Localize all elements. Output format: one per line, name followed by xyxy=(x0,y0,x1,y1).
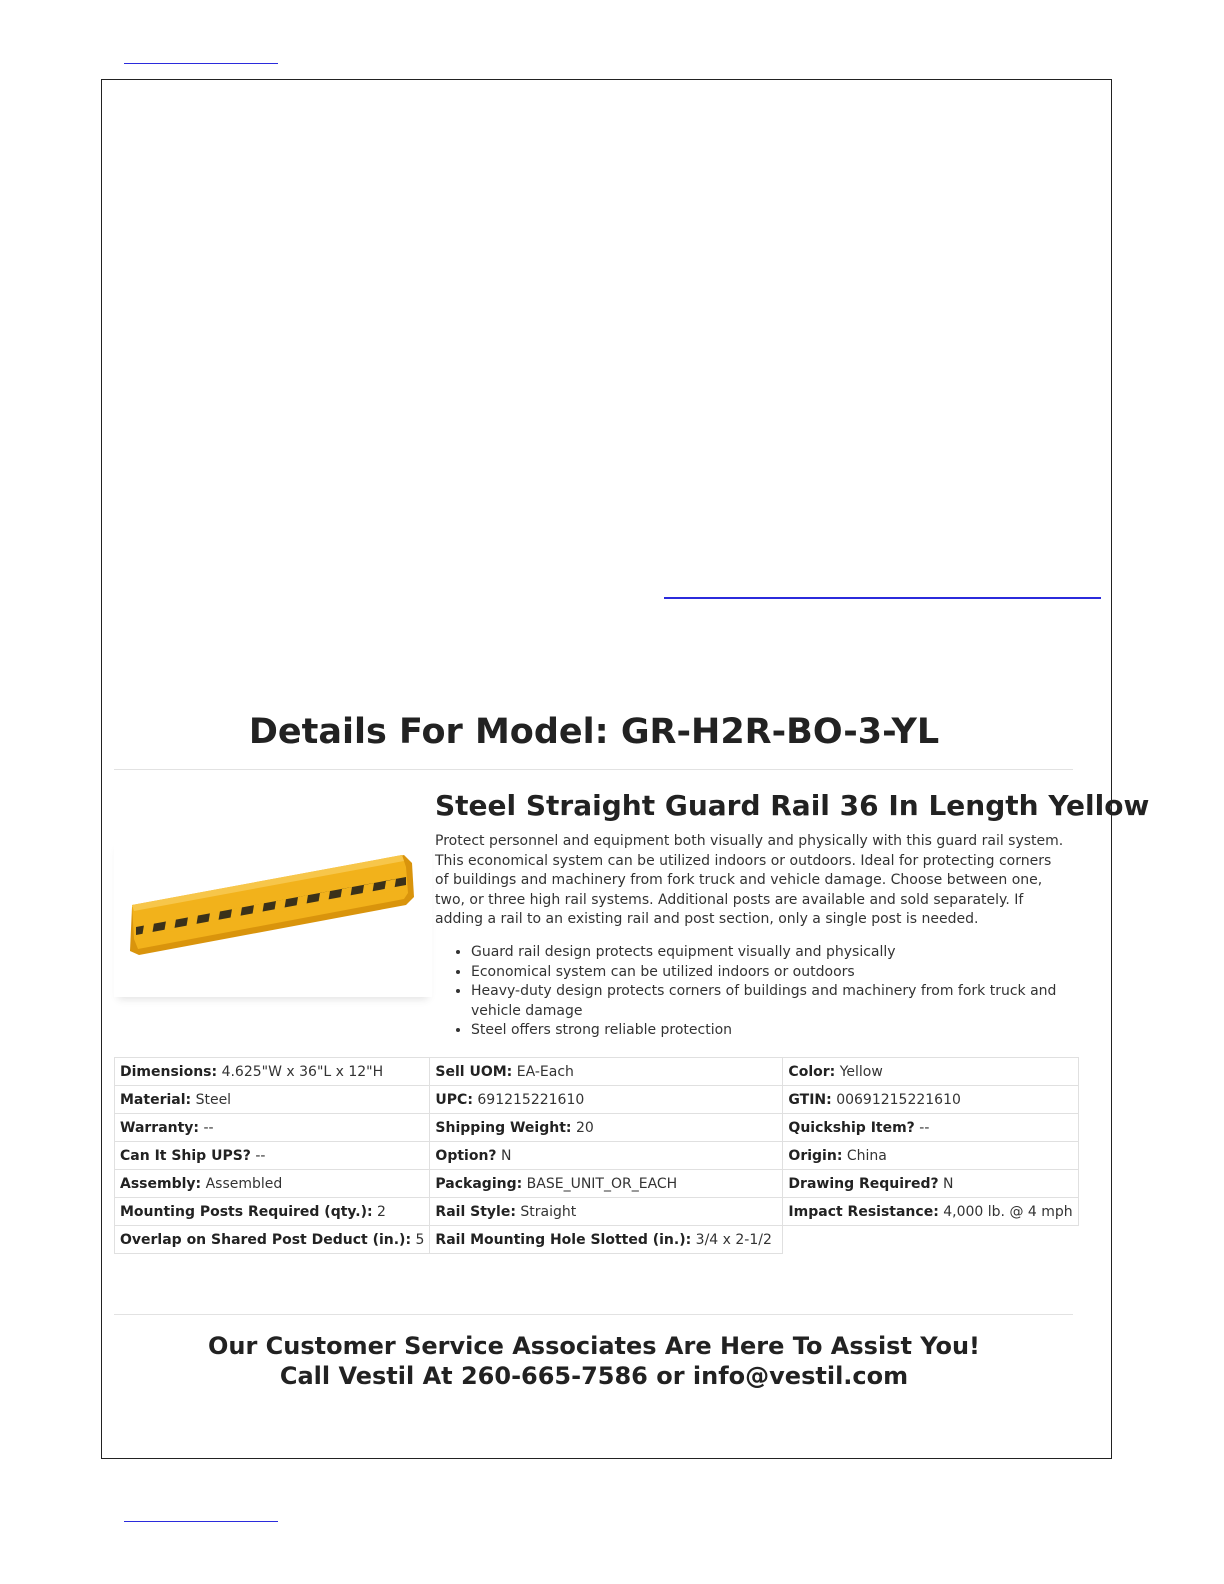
spec-cell: Rail Mounting Hole Slotted (in.): 3/4 x 2-1/2 xyxy=(430,1226,783,1254)
spec-cell: Origin: China xyxy=(783,1142,1079,1170)
spec-cell-empty xyxy=(783,1226,1079,1254)
spec-cell: GTIN: 00691215221610 xyxy=(783,1086,1079,1114)
spec-cell: Quickship Item? -- xyxy=(783,1114,1079,1142)
product-description: Protect personnel and equipment both visually and physically with this guard rail system. This economical system can be utilized indoors or outdoors. Ideal for protecting corners of buildings and machinery from fork truck and vehicle damage. Choose between one, two, or three high rail systems. Additional posts are available and sold separately. If adding a rail to an existing rail and post section, only a single post is needed. xyxy=(435,833,1064,927)
footer-link-underline[interactable] xyxy=(124,1521,278,1522)
table-row xyxy=(115,1226,1079,1254)
table-row xyxy=(115,1142,1079,1170)
spec-cell: Overlap on Shared Post Deduct (in.): 5 xyxy=(115,1226,430,1254)
product-image xyxy=(114,839,432,997)
spec-cell: Packaging: BASE_UNIT_OR_EACH xyxy=(430,1170,783,1198)
table-row xyxy=(115,1170,1079,1198)
content-frame xyxy=(101,79,1150,1459)
specs-table xyxy=(114,1057,1079,1254)
spec-cell: Dimensions: 4.625"W x 36"L x 12"H xyxy=(115,1058,430,1086)
spec-cell: Shipping Weight: 20 xyxy=(430,1114,783,1142)
spec-cell: Can It Ship UPS? -- xyxy=(115,1142,430,1170)
spec-cell: UPC: 691215221610 xyxy=(430,1086,783,1114)
spec-cell: Assembly: Assembled xyxy=(115,1170,430,1198)
spec-cell: Mounting Posts Required (qty.): 2 xyxy=(115,1198,430,1226)
spec-cell: Color: Yellow xyxy=(783,1058,1079,1086)
table-row xyxy=(115,1114,1079,1142)
contact-details: Call Vestil At 260-665-7586 or info@vestil.com xyxy=(279,1362,909,1390)
spec-cell: Sell UOM: EA-Each xyxy=(430,1058,783,1086)
spec-cell: Drawing Required? N xyxy=(783,1170,1079,1198)
page-title: Details For Model: GR-H2R-BO-3-YL xyxy=(248,712,940,752)
list-item: • Guard rail design protects equipment visually and physically xyxy=(471,943,1065,963)
spec-cell: Option? N xyxy=(430,1142,783,1170)
table-row xyxy=(115,1058,1079,1086)
guard-rail-image xyxy=(114,839,432,997)
spec-cell: Material: Steel xyxy=(115,1086,430,1114)
product-name: Steel Straight Guard Rail 36 In Length Yellow xyxy=(435,789,1150,822)
table-row xyxy=(115,1198,1079,1226)
contact-heading: Our Customer Service Associates Are Here To Assist You! xyxy=(208,1332,980,1360)
feature-list xyxy=(435,943,1065,1041)
spec-cell: Impact Resistance: 4,000 lb. @ 4 mph xyxy=(783,1198,1079,1226)
divider xyxy=(114,769,1073,770)
list-item: • Heavy-duty design protects corners of buildings and machinery from fork truck and vehicle damage xyxy=(471,982,1065,1021)
header-link-underline[interactable] xyxy=(124,63,278,64)
table-row xyxy=(115,1086,1079,1114)
embedded-link-underline[interactable] xyxy=(664,597,1101,599)
spec-cell: Warranty: -- xyxy=(115,1114,430,1142)
divider xyxy=(114,1314,1073,1315)
list-item: • Steel offers strong reliable protection xyxy=(471,1021,1065,1041)
spec-cell: Rail Style: Straight xyxy=(430,1198,783,1226)
contact-block xyxy=(102,1331,1086,1391)
list-item: • Economical system can be utilized indoors or outdoors xyxy=(471,963,1065,983)
